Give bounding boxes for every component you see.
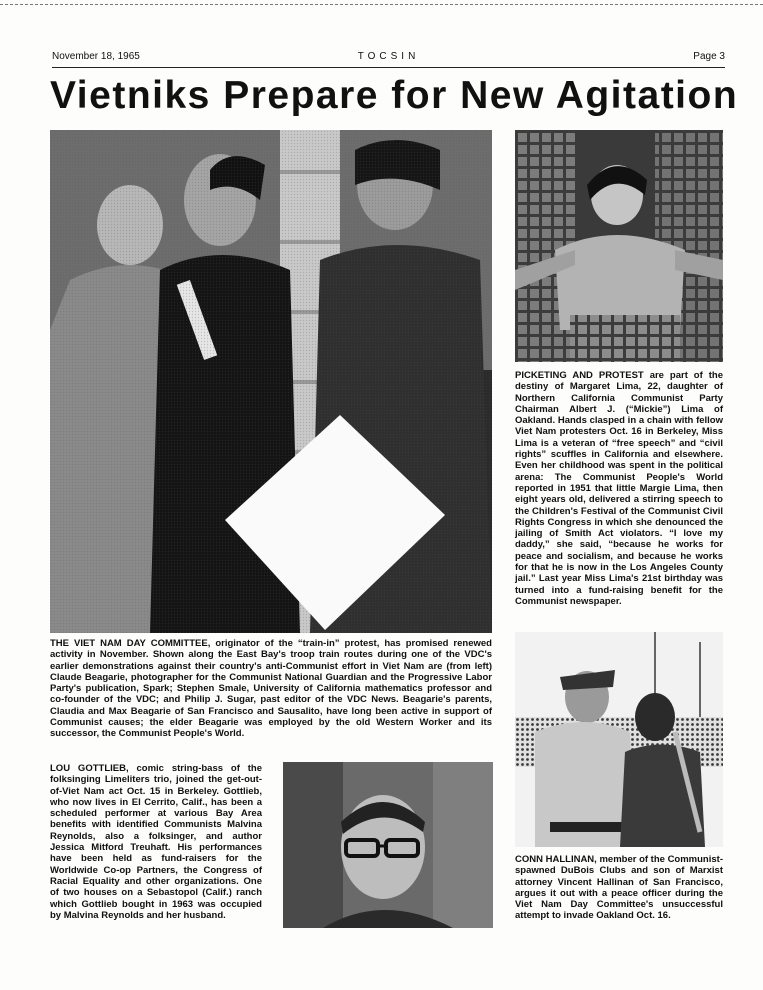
gottlieb-photo-image — [283, 762, 493, 928]
main-photo-image — [50, 130, 492, 633]
page-edge-rule — [0, 4, 763, 5]
main-caption-body: originator of the “train-in” protest, has promised renewed activity in November. Shown along the East Bay's troop train routes during one of the VDC's earlier demonstrations against their country's anti-Communist effort in Viet Nam are (from left) Claude Beagarie, photographer for the Communist National Guardian and the Progressive Labor Party's publication, Spark; Stephen Smale, University of California mathematics professor and co-founder of the VDC; and Philip J. Sugar, past editor of the VDC News. Beagarie's parents, Claudia and Max Beagarie of San Francisco and Sausalito, have long been active in support of Communist causes; the elder Beagarie was employed by the old Western Worker and its successor, the Communist People's World. — [50, 638, 492, 740]
hallinan-caption-body: member of the Communist-spawned DuBois Clubs and son of Marxist attorney Vincent Hallinan of San Francisco, argues it out with a peace officer during the Viet Nam Day Committee's unsuccessful attempt to invade Oakland Oct. 16. — [515, 854, 723, 922]
lima-photo — [515, 130, 723, 362]
page-number: Page 3 — [693, 51, 725, 62]
hallinan-photo-image — [515, 632, 723, 847]
publication-name: TOCSIN — [357, 51, 420, 62]
gottlieb-caption-body: comic string-bass of the folksinging Limeliters trio, joined the get-out-of-Viet Nam act Oct. 15 in Berkeley. Gottlieb, who now lives in El Cerrito, Calif., has been a scheduled performer at various Bay Area benefits with identified Communists Malvina Reynolds, also a folksinger, and author Jessica Mitford Treuhaft. His performances have been held as fund-raisers for the Worldwide Co-op Partners, the Congress of Racial Equality and other organizations. One of two houses on a Sebastopol (Calif.) ranch which Gottlieb bought in 1963 was occupied by Malvina Reynolds and her husband. — [50, 763, 263, 921]
gottlieb-caption — [50, 763, 262, 921]
gottlieb-caption-lead: LOU GOTTLIEB, — [50, 763, 129, 774]
page-header — [52, 51, 725, 68]
main-caption-lead: THE VIET NAM DAY COMMITTEE, — [50, 638, 211, 649]
issue-date: November 18, 1965 — [52, 51, 140, 62]
hallinan-caption-lead: CONN HALLINAN, — [515, 854, 597, 865]
hallinan-caption — [515, 854, 723, 922]
lima-caption-body: are part of the destiny of Margaret Lima, 22, daughter of Northern California Communist Party Chairman Albert J. (“Mickie”) Lima of Oakland. Hands clasped in a chain with fellow Viet Nam protesters Oct. 16 in Berkeley, Miss Lima is a veteran of “free speech” and “civil rights” scuffles in California and elsewhere. Even her childhood was spent in the political arena: The Communist People's World reported in 1951 that little Margie Lima, then eight years old, delivered a stirring speech to the Children's Festival of the Communist Civil Rights Congress in which she denounced the jailing of Smith Act violators. “I love my daddy,” she said, “because he works for peace and socialism, and because he works for that he is now in the Los Angeles County jail.” Last year Miss Lima's 21st birthday was turned into a fund-raising benefit for the Communist newspaper. — [515, 370, 723, 607]
hallinan-photo — [515, 632, 723, 847]
lima-caption — [515, 370, 723, 607]
headline: Vietniks Prepare for New Agitation — [50, 74, 739, 117]
lima-caption-lead: PICKETING AND PROTEST — [515, 370, 644, 381]
main-caption — [50, 638, 492, 740]
main-photo — [50, 130, 492, 633]
gottlieb-photo — [283, 762, 493, 928]
lima-photo-image — [515, 130, 723, 362]
